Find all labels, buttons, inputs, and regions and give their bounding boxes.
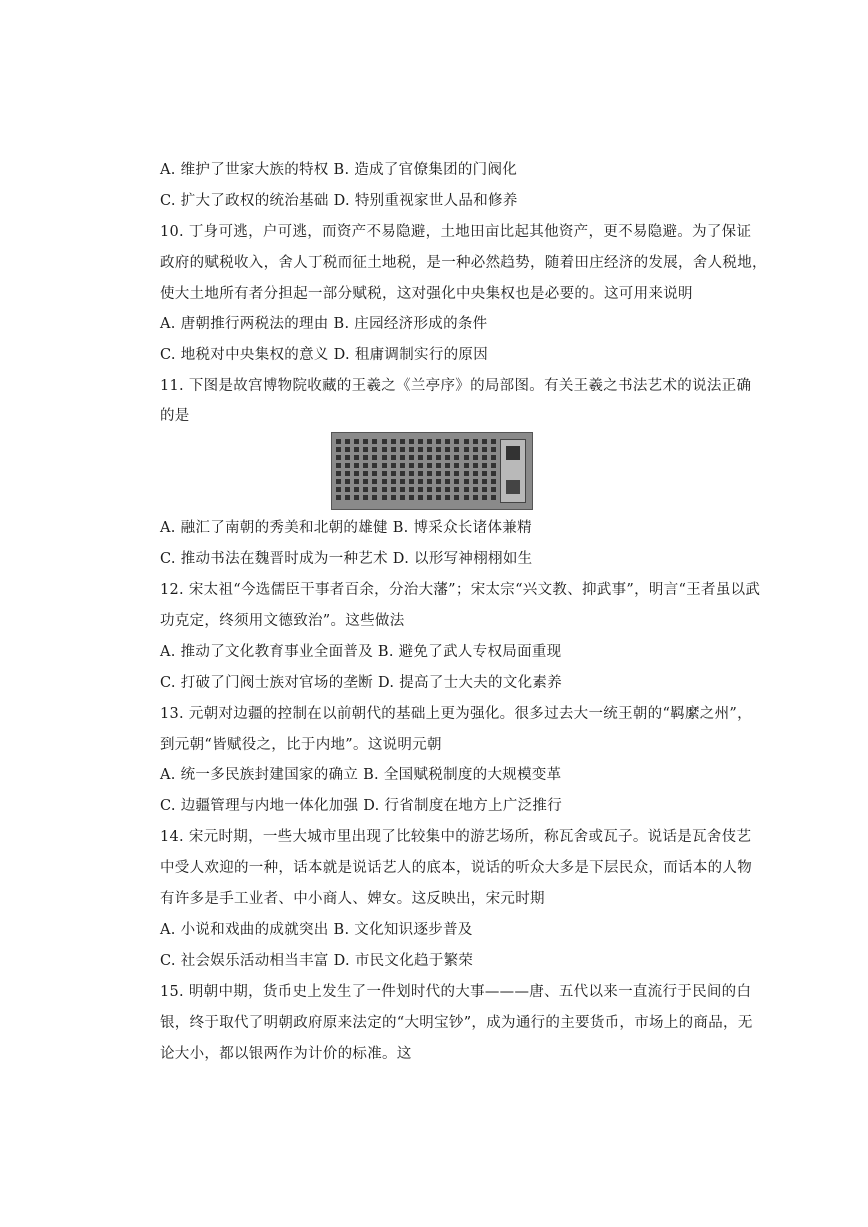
q13-stem-line-1: 13. 元朝对边疆的控制在以前朝代的基础上更为强化。很多过去大一统王朝的“羁縻之州”， (160, 706, 752, 722)
q14-options-ab: A. 小说和戏曲的成就突出 B. 文化知识逐步普及 (160, 922, 473, 938)
q10-options-cd: C. 地税对中央集权的意义 D. 租庸调制实行的原因 (160, 347, 489, 363)
q14-stem-line-1: 14. 宋元时期，一些大城市里出现了比较集中的游艺场所，称瓦舍或瓦子。说话是瓦舍伎艺 (160, 829, 752, 845)
q13-options-ab: A. 统一多民族封建国家的确立 B. 全国赋税制度的大规模变革 (160, 767, 562, 783)
q10-stem-line-3: 使大土地所有者分担起一部分赋税，这对强化中央集权也是必要的。这可用来说明 (160, 286, 693, 302)
q10-stem-line-2: 政府的赋税收入，舍人丁税而征土地税，是一种必然趋势，随着田庄经济的发展，舍人税地， (160, 255, 767, 271)
q13-options-cd: C. 边疆管理与内地一体化加强 D. 行省制度在地方上广泛推行 (160, 798, 563, 814)
q9-options-ab: A. 维护了世家大族的特权 B. 造成了官僚集团的门阀化 (160, 162, 518, 178)
q14-stem-line-3: 有许多是手工业者、中小商人、婢女。这反映出，宋元时期 (160, 891, 545, 907)
q11-options-ab: A. 融汇了南朝的秀美和北朝的雄健 B. 博采众长诸体兼精 (160, 520, 532, 536)
q9-options-cd: C. 扩大了政权的统治基础 D. 特别重视家世人品和修养 (160, 193, 518, 209)
q11-options-cd: C. 推动书法在魏晋时成为一种艺术 D. 以形写神栩栩如生 (160, 551, 533, 567)
q15-stem-line-1: 15. 明朝中期，货币史上发生了一件划时代的大事———唐、五代以来一直流行于民间的白 (160, 984, 752, 1000)
q12-options-ab: A. 推动了文化教育事业全面普及 B. 避免了武人专权局面重现 (160, 644, 562, 660)
q12-stem-line-1: 12. 宋太祖“今选儒臣干事者百余，分治大藩”；宋太宗“兴文教、抑武事”，明言“王者虽以武 (160, 582, 761, 598)
q14-stem-line-2: 中受人欢迎的一种，话本就是说话艺人的底本，说话的听众大多是下层民众，而话本的人物 (160, 860, 752, 876)
q10-stem-line-1: 10. 丁身可逃，户可逃，而资产不易隐避，土地田亩比起其他资产，更不易隐避。为了保证 (160, 224, 752, 240)
q11-stem-line-2: 的是 (160, 408, 190, 424)
q14-options-cd: C. 社会娱乐活动相当丰富 D. 市民文化趋于繁荣 (160, 953, 474, 969)
q13-stem-line-2: 到元朝“皆赋役之，比于内地”。这说明元朝 (160, 737, 442, 753)
q10-options-ab: A. 唐朝推行两税法的理由 B. 庄园经济形成的条件 (160, 316, 488, 332)
q15-stem-line-2: 银，终于取代了明朝政府原来法定的“大明宝钞”，成为通行的主要货币，市场上的商品，无 (160, 1015, 753, 1031)
q12-options-cd: C. 打破了门阀士族对官场的垄断 D. 提高了士大夫的文化素养 (160, 675, 563, 691)
lantingxu-calligraphy-image (331, 432, 533, 510)
q11-stem-line-1: 11. 下图是故宫博物院收藏的王羲之《兰亭序》的局部图。有关王羲之书法艺术的说法正确 (160, 378, 752, 394)
q12-stem-line-2: 功克定，终须用文德致治”。这些做法 (160, 613, 405, 629)
q15-stem-line-3: 论大小，都以银两作为计价的标准。这 (160, 1046, 412, 1062)
